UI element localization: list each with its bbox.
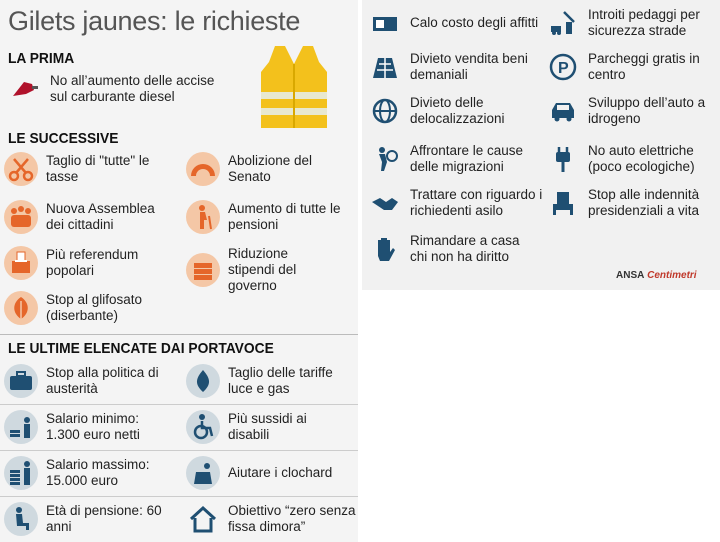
road-toll-icon bbox=[546, 6, 580, 40]
list-item bbox=[8, 72, 220, 106]
stop-hand-icon bbox=[368, 232, 402, 266]
list-item bbox=[4, 246, 166, 280]
list-item bbox=[4, 456, 166, 490]
yellow-vest-icon bbox=[255, 42, 333, 134]
elderly-person-icon bbox=[186, 200, 220, 234]
item-text: Sviluppo dell’auto a idrogeno bbox=[588, 95, 706, 126]
building-grid-icon bbox=[368, 50, 402, 84]
item-text: Nuova Assemblea dei cittadini bbox=[46, 201, 155, 232]
list-item bbox=[368, 6, 540, 40]
credit-label bbox=[616, 270, 697, 281]
item-text: Aumento di tutte le pensioni bbox=[228, 201, 341, 232]
item-text: Salario minimo: 1.300 euro netti bbox=[46, 411, 140, 442]
list-item bbox=[4, 200, 166, 234]
item-text: Stop al glifosato (diserbante) bbox=[46, 292, 143, 323]
list-item bbox=[186, 410, 348, 444]
list-item bbox=[4, 291, 166, 325]
item-text: Riduzione stipendi del governo bbox=[228, 246, 297, 293]
homeless-person-icon bbox=[186, 456, 220, 490]
item-text: Età di pensione: 60 anni bbox=[46, 503, 162, 534]
item-text: Calo costo degli affitti bbox=[410, 15, 539, 30]
item-text: Abolizione del Senato bbox=[228, 153, 313, 184]
handshake-icon bbox=[368, 186, 402, 220]
item-text: Obiettivo “zero senza fissa dimora” bbox=[228, 503, 356, 534]
list-item bbox=[368, 186, 560, 220]
rent-money-icon bbox=[368, 6, 402, 40]
section-successive: LE SUCCESSIVE bbox=[8, 130, 119, 147]
cash-briefcase-icon bbox=[4, 364, 38, 398]
list-item bbox=[4, 364, 166, 398]
brand-label: Centimetri bbox=[647, 270, 697, 281]
item-text: Parcheggi gratis in centro bbox=[588, 51, 700, 82]
ballot-box-icon bbox=[4, 246, 38, 280]
item-text: Stop alle indennità presidenziali a vita bbox=[588, 187, 700, 218]
section-prima: LA PRIMA bbox=[8, 50, 75, 67]
list-item bbox=[546, 50, 718, 84]
list-item bbox=[546, 6, 718, 40]
flame-bulb-icon bbox=[186, 364, 220, 398]
list-item bbox=[546, 94, 718, 128]
item-text: Più sussidi ai disabili bbox=[228, 411, 307, 442]
list-item bbox=[186, 502, 368, 536]
list-item bbox=[186, 152, 348, 186]
row-divider bbox=[0, 404, 358, 405]
right-panel bbox=[362, 0, 720, 290]
list-item bbox=[4, 410, 166, 444]
people-assembly-icon bbox=[4, 200, 38, 234]
item-text: Divieto delle delocalizzazioni bbox=[410, 95, 505, 126]
item-text: Più referendum popolari bbox=[46, 247, 139, 278]
row-divider bbox=[0, 450, 358, 451]
svg-text:P: P bbox=[558, 60, 569, 77]
scissors-icon bbox=[4, 152, 38, 186]
coins-person-tall-icon bbox=[4, 456, 38, 490]
globe-icon bbox=[368, 94, 402, 128]
wheelchair-icon bbox=[186, 410, 220, 444]
senate-hemicycle-icon bbox=[186, 152, 220, 186]
item-text: Divieto vendita beni demaniali bbox=[410, 51, 528, 82]
row-divider bbox=[0, 496, 358, 497]
item-text: Stop alla politica di austerità bbox=[46, 365, 159, 396]
list-item bbox=[186, 246, 318, 294]
item-text: Rimandare a casa chi non ha diritto bbox=[410, 233, 520, 264]
migrant-icon bbox=[368, 142, 402, 176]
left-panel bbox=[0, 0, 358, 542]
list-item bbox=[186, 200, 348, 234]
electric-plug-icon bbox=[546, 142, 580, 176]
fuel-nozzle-icon bbox=[8, 72, 42, 106]
list-item bbox=[546, 186, 718, 220]
list-item bbox=[186, 364, 348, 398]
item-text: Taglio delle tariffe luce e gas bbox=[228, 365, 333, 396]
item-text: Trattare con riguardo i richiedenti asilo bbox=[410, 187, 543, 218]
list-item bbox=[368, 50, 540, 84]
leaf-icon bbox=[4, 291, 38, 325]
list-item bbox=[186, 456, 348, 490]
divider bbox=[0, 334, 358, 335]
house-icon bbox=[186, 502, 220, 536]
list-item bbox=[368, 94, 540, 128]
item-text: Affrontare le cause delle migrazioni bbox=[410, 143, 524, 174]
money-stack-icon bbox=[186, 253, 220, 287]
list-item bbox=[368, 142, 540, 176]
item-text: No all’aumento delle accise sul carburante diesel bbox=[50, 73, 215, 104]
item-text: No auto elettriche (poco ecologiche) bbox=[588, 143, 695, 174]
list-item bbox=[368, 232, 540, 266]
item-text: Aiutare i clochard bbox=[228, 465, 333, 480]
parking-icon bbox=[546, 50, 580, 84]
list-item bbox=[4, 502, 166, 536]
list-item bbox=[4, 152, 166, 186]
list-item bbox=[546, 142, 718, 176]
agency-label: ANSA bbox=[616, 270, 645, 281]
car-icon bbox=[546, 94, 580, 128]
elderly-chair-icon bbox=[4, 502, 38, 536]
throne-icon bbox=[546, 186, 580, 220]
page-title: Gilets jaunes: le richieste bbox=[8, 6, 301, 36]
item-text: Taglio di "tutte" le tasse bbox=[46, 153, 150, 184]
item-text: Salario massimo: 15.000 euro bbox=[46, 457, 150, 488]
section-ultime: LE ULTIME ELENCATE DAI PORTAVOCE bbox=[8, 340, 274, 357]
coins-person-icon bbox=[4, 410, 38, 444]
item-text: Introiti pedaggi per sicurezza strade bbox=[588, 7, 700, 38]
